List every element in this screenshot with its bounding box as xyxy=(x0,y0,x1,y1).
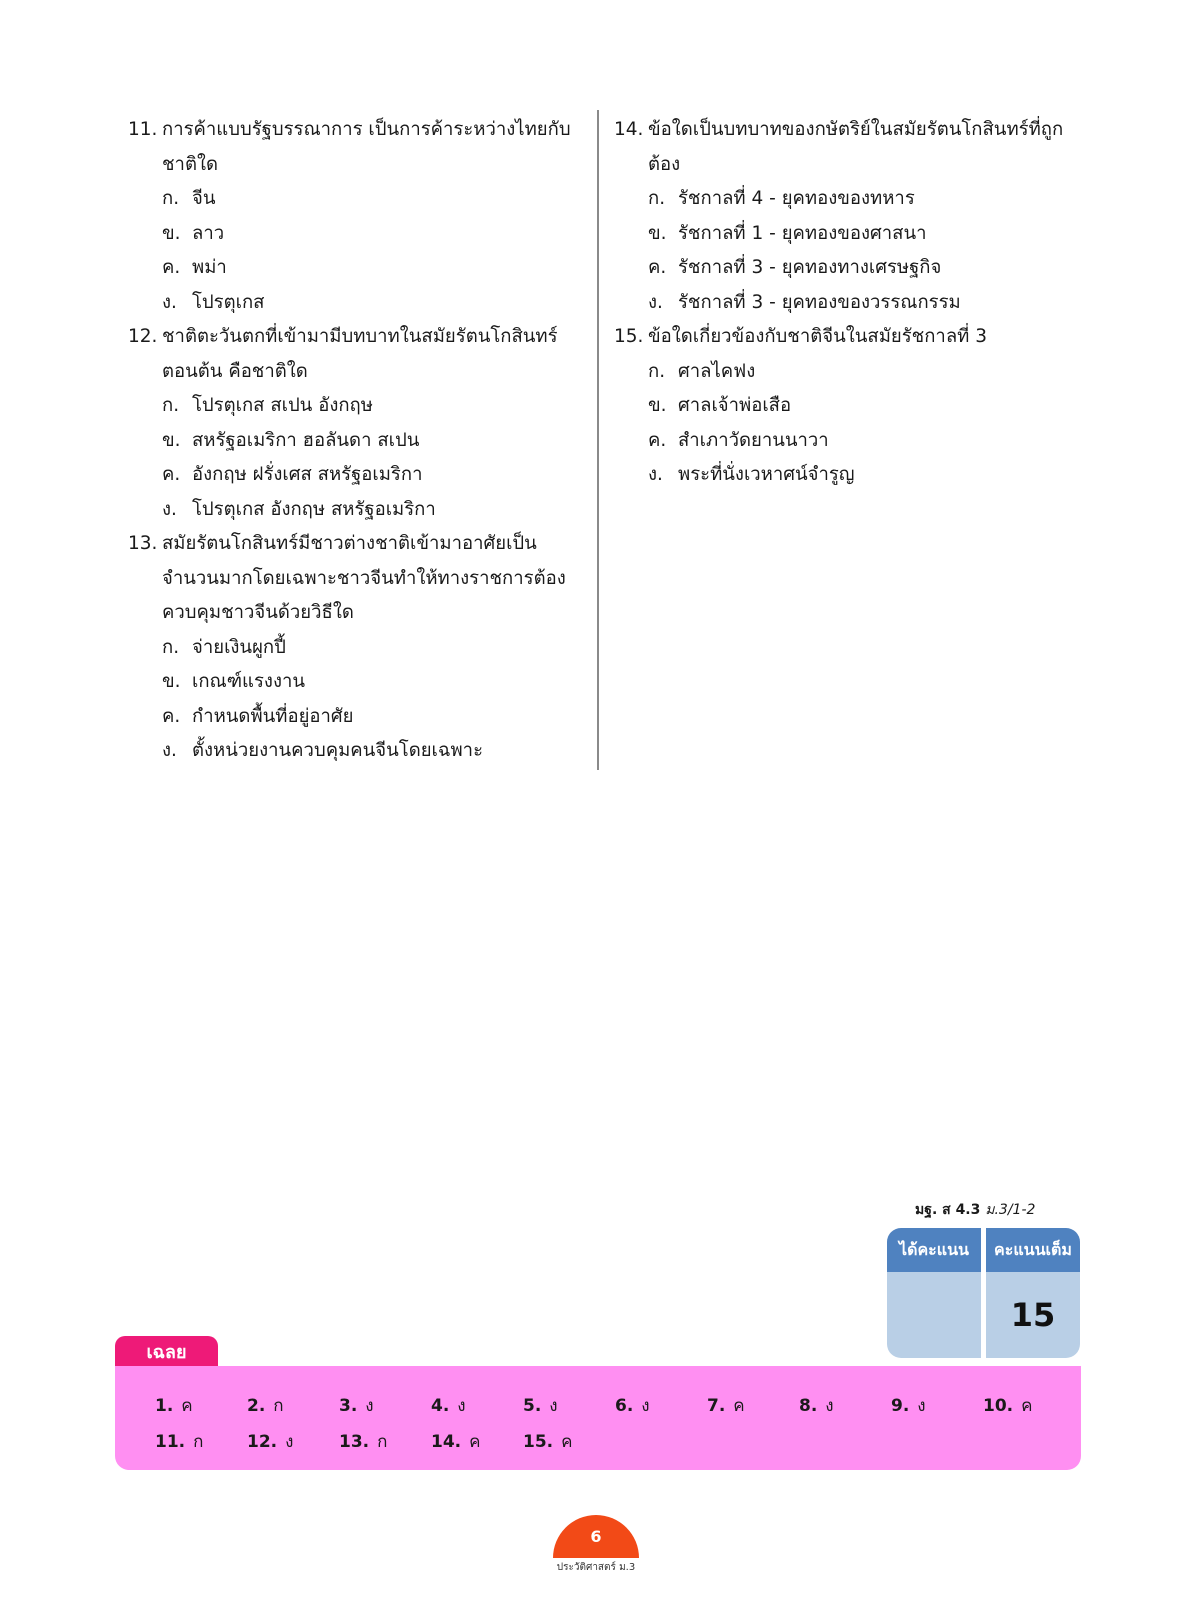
answer-key-item xyxy=(523,1392,558,1419)
answer-choice: ค xyxy=(469,1432,481,1452)
option-text: ศาลไคฟง xyxy=(678,360,756,382)
footer-subject: ประวัติศาสตร์ ม.3 xyxy=(556,1562,636,1573)
question-number: 11. xyxy=(128,119,158,140)
question-text: สมัยรัตนโกสินทร์มีชาวต่างชาติเข้ามาอาศัยเป็นจำนวนมากโดยเฉพาะชาวจีนทำให้ทางราชการต้องควบคุมชาวจีนด้วยวิธีใด xyxy=(162,533,566,623)
answer-number: 4. xyxy=(431,1396,450,1416)
option-text: รัชกาลที่ 3 - ยุคทองทางเศรษฐกิจ xyxy=(678,257,942,278)
answer-option[interactable] xyxy=(614,251,1074,286)
answer-key-item xyxy=(891,1392,926,1419)
learning-standard xyxy=(915,1199,1035,1221)
option-letter: ก. xyxy=(648,360,666,382)
option-text: กำหนดพื้นที่อยู่อาศัย xyxy=(192,705,354,727)
option-letter: ก. xyxy=(162,188,180,209)
question-text: ชาติตะวันตกที่เข้ามามีบทบาทในสมัยรัตนโกสินทร์ตอนต้น คือชาติใด xyxy=(162,326,558,382)
option-text: เกณฑ์แรงงาน xyxy=(192,671,306,692)
option-text: ตั้งหน่วยงานควบคุมคนจีนโดยเฉพาะ xyxy=(192,740,484,761)
option-letter: ข. xyxy=(162,671,181,692)
option-text: พระที่นั่งเวหาศน์จำรูญ xyxy=(678,464,855,485)
answer-key-item xyxy=(247,1428,293,1455)
answer-number: 8. xyxy=(799,1396,818,1416)
question-stem xyxy=(128,527,588,631)
answer-key-tab: เฉลย xyxy=(115,1336,218,1370)
option-text: โปรตุเกส xyxy=(192,291,265,313)
question-item xyxy=(614,113,1074,320)
option-text: โปรตุเกส อังกฤษ สหรัฐอเมริกา xyxy=(192,498,436,520)
answer-key-item xyxy=(339,1392,374,1419)
option-text: รัชกาลที่ 1 - ยุคทองของศาสนา xyxy=(678,222,927,244)
answer-choice: ง xyxy=(825,1396,834,1416)
standard-code: มฐ. ส 4.3 xyxy=(915,1202,981,1218)
answer-choice: ง xyxy=(549,1396,558,1416)
answer-option[interactable] xyxy=(128,631,588,666)
answer-choice: ง xyxy=(641,1396,650,1416)
answer-key-item xyxy=(707,1392,745,1419)
option-letter: ข. xyxy=(162,222,181,244)
answer-number: 5. xyxy=(523,1396,542,1416)
answer-number: 3. xyxy=(339,1396,358,1416)
page-number: 6 xyxy=(553,1515,639,1558)
option-letter: ค. xyxy=(162,464,181,485)
answer-number: 11. xyxy=(155,1432,186,1452)
answer-key-band xyxy=(115,1366,1081,1470)
option-letter: ค. xyxy=(162,257,181,278)
question-item xyxy=(128,113,588,320)
question-item xyxy=(128,320,588,527)
answer-option[interactable] xyxy=(128,700,588,735)
score-box xyxy=(887,1228,1081,1358)
option-text: ศาลเจ้าพ่อเสือ xyxy=(678,395,792,416)
answer-number: 7. xyxy=(707,1396,726,1416)
option-text: รัชกาลที่ 3 - ยุคทองของวรรณกรรม xyxy=(678,291,961,313)
question-item xyxy=(128,527,588,769)
answer-choice: ง xyxy=(457,1396,466,1416)
option-letter: ก. xyxy=(648,188,666,209)
option-text: สำเภาวัดยานนาวา xyxy=(678,429,829,451)
question-stem xyxy=(128,320,588,389)
question-number: 14. xyxy=(614,119,644,140)
answer-choice: ค xyxy=(181,1396,193,1416)
answer-key-item xyxy=(799,1392,834,1419)
answer-key-item xyxy=(523,1428,573,1455)
option-letter: ข. xyxy=(162,429,181,451)
answer-option[interactable] xyxy=(128,286,588,321)
option-text: โปรตุเกส สเปน อังกฤษ xyxy=(192,395,373,416)
answer-choice: ก xyxy=(377,1432,388,1452)
answer-choice: ง xyxy=(365,1396,374,1416)
option-letter: ก. xyxy=(162,395,180,416)
question-item xyxy=(614,320,1074,493)
answer-option[interactable] xyxy=(128,665,588,700)
answer-choice: ค xyxy=(561,1432,573,1452)
answer-option[interactable] xyxy=(128,389,588,424)
question-stem xyxy=(614,113,1074,182)
answer-choice: ง xyxy=(917,1396,926,1416)
answer-option[interactable] xyxy=(128,424,588,459)
full-score-column xyxy=(986,1228,1080,1358)
questions-right-column xyxy=(614,113,1074,493)
answer-number: 13. xyxy=(339,1432,370,1452)
answer-key-item xyxy=(431,1392,466,1419)
answer-option[interactable] xyxy=(614,389,1074,424)
answer-key-item xyxy=(155,1392,193,1419)
earned-score-value[interactable] xyxy=(887,1272,981,1358)
question-text: ข้อใดเกี่ยวข้องกับชาติจีนในสมัยรัชกาลที่ 3 xyxy=(648,326,988,347)
answer-option[interactable] xyxy=(614,424,1074,459)
option-letter: ค. xyxy=(648,257,667,278)
column-divider xyxy=(597,110,599,770)
answer-key-item xyxy=(431,1428,481,1455)
answer-option[interactable] xyxy=(128,217,588,252)
option-letter: ง. xyxy=(648,464,663,485)
answer-number: 14. xyxy=(431,1432,462,1452)
full-score-label: คะแนนเต็ม xyxy=(986,1228,1080,1272)
question-number: 12. xyxy=(128,326,158,347)
answer-key-item xyxy=(247,1392,284,1419)
answer-choice: ค xyxy=(733,1396,745,1416)
questions-left-column xyxy=(128,113,588,769)
question-text: การค้าแบบรัฐบรรณาการ เป็นการค้าระหว่างไทยกับชาติใด xyxy=(162,119,571,175)
question-number: 15. xyxy=(614,326,644,347)
option-text: จีน xyxy=(192,188,216,209)
option-text: รัชกาลที่ 4 - ยุคทองของทหาร xyxy=(678,188,915,209)
answer-option[interactable] xyxy=(614,182,1074,217)
answer-choice: ง xyxy=(285,1432,294,1452)
answer-option[interactable] xyxy=(614,217,1074,252)
option-letter: ข. xyxy=(648,395,667,416)
option-letter: ง. xyxy=(648,291,663,313)
option-letter: ค. xyxy=(648,429,667,451)
answer-key-item xyxy=(615,1392,650,1419)
option-letter: ง. xyxy=(162,498,177,520)
answer-number: 1. xyxy=(155,1396,174,1416)
answer-option[interactable] xyxy=(128,182,588,217)
option-letter: ง. xyxy=(162,291,177,313)
answer-option[interactable] xyxy=(128,734,588,769)
question-stem xyxy=(614,320,1074,355)
option-letter: ก. xyxy=(162,636,180,658)
answer-option[interactable] xyxy=(128,493,588,528)
option-text: อังกฤษ ฝรั่งเศส สหรัฐอเมริกา xyxy=(192,464,423,485)
answer-option[interactable] xyxy=(614,458,1074,493)
answer-key-item xyxy=(339,1428,387,1455)
option-text: จ่ายเงินผูกปี้ xyxy=(192,636,286,658)
answer-choice: ก xyxy=(273,1396,284,1416)
standard-indicator: ม.3/1-2 xyxy=(985,1202,1036,1218)
option-letter: ข. xyxy=(648,222,667,244)
answer-number: 12. xyxy=(247,1432,278,1452)
question-stem xyxy=(128,113,588,182)
answer-key-item xyxy=(983,1392,1033,1419)
question-text: ข้อใดเป็นบทบาทของกษัตริย์ในสมัยรัตนโกสินทร์ที่ถูกต้อง xyxy=(648,119,1064,175)
answer-option[interactable] xyxy=(614,286,1074,321)
answer-option[interactable] xyxy=(128,251,588,286)
answer-option[interactable] xyxy=(128,458,588,493)
earned-score-column xyxy=(887,1228,981,1358)
option-text: ลาว xyxy=(192,222,225,244)
answer-choice: ก xyxy=(193,1432,204,1452)
option-letter: ค. xyxy=(162,705,181,727)
answer-number: 15. xyxy=(523,1432,554,1452)
option-text: พม่า xyxy=(192,257,227,278)
full-score-value: 15 xyxy=(986,1272,1080,1358)
answer-number: 2. xyxy=(247,1396,266,1416)
earned-score-label: ได้คะแนน xyxy=(887,1228,981,1272)
option-letter: ง. xyxy=(162,740,177,761)
answer-number: 10. xyxy=(983,1396,1014,1416)
option-text: สหรัฐอเมริกา ฮอลันดา สเปน xyxy=(192,429,420,451)
answer-option[interactable] xyxy=(614,355,1074,390)
answer-number: 6. xyxy=(615,1396,634,1416)
question-number: 13. xyxy=(128,533,158,554)
answer-key-item xyxy=(155,1428,203,1455)
answer-choice: ค xyxy=(1021,1396,1033,1416)
answer-number: 9. xyxy=(891,1396,910,1416)
